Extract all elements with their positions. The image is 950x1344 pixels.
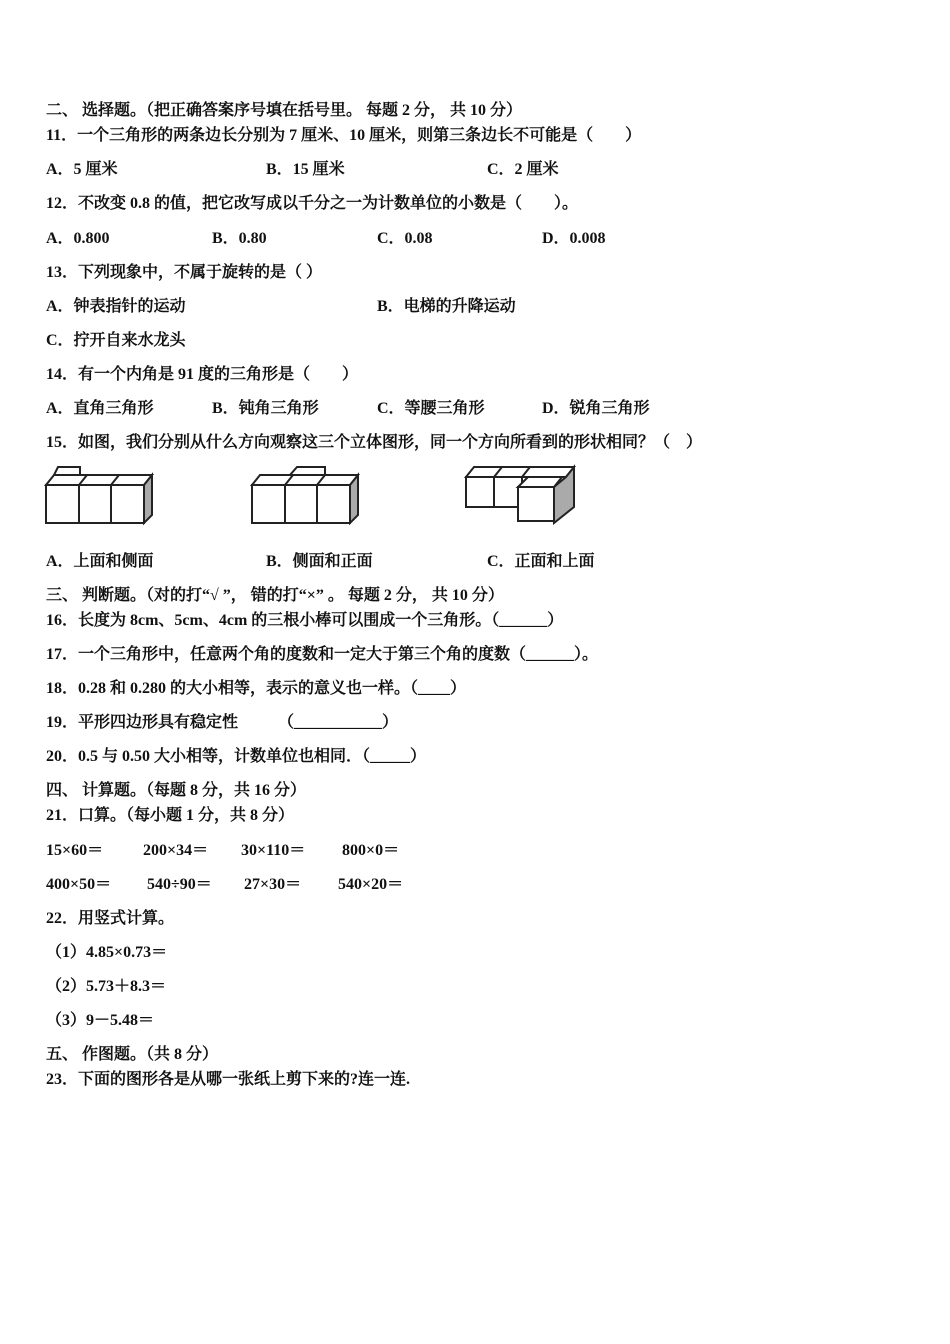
section-4-header: 四、 计算题。（每题 8 分，共 16 分） [46,782,307,799]
question-18: 18．0.28 和 0.280 的大小相等，表示的意义也一样。（____） [46,680,467,697]
question-12: 12．不改变 0.8 的值，把它改写成以千分之一为计数单位的小数是（ ）。 [46,195,579,212]
question-21: 21．口算。（每小题 1 分，共 8 分） [46,807,295,824]
q15-option-c: C．正面和上面 [487,553,595,570]
vertical-calc-1: （1）4.85×0.73＝ [46,944,168,961]
q11-option-a: A．5 厘米 [46,161,118,178]
q12-option-d: D．0.008 [542,230,606,247]
q12-option-c: C．0.08 [377,230,433,247]
oral-calc: 200×34＝ [143,842,209,859]
oral-calc: 27×30＝ [244,876,302,893]
q15-option-b: B．侧面和正面 [266,553,373,570]
question-20: 20．0.5 与 0.50 大小相等，计数单位也相同．（_____） [46,748,427,765]
vertical-calc-2: （2）5.73＋8.3＝ [46,978,167,995]
question-15: 15．如图，我们分别从什么方向观察这三个立体图形，同一个方向所看到的形状相同？（ ） [46,434,703,451]
oral-calc: 400×50＝ [46,876,112,893]
question-17: 17．一个三角形中，任意两个角的度数和一定大于第三个角的度数（______）。 [46,646,599,663]
q14-option-b: B．钝角三角形 [212,400,319,417]
q15-option-a: A．上面和侧面 [46,553,154,570]
q13-option-c: C．拧开自来水龙头 [46,332,186,349]
cube-figure-2 [250,465,362,527]
oral-calc: 30×110＝ [241,842,306,859]
q14-option-d: D．锐角三角形 [542,400,650,417]
vertical-calc-3: （3）9－5.48＝ [46,1012,155,1029]
q13-option-a: A．钟表指针的运动 [46,298,186,315]
section-3-header: 三、 判断题。（对的打“√ ”， 错的打“×” 。 每题 2 分， 共 10 分） [46,587,504,604]
q12-option-b: B．0.80 [212,230,267,247]
question-13: 13．下列现象中，不属于旋转的是（ ） [46,264,323,281]
oral-calc: 15×60＝ [46,842,104,859]
oral-calc: 540×20＝ [338,876,404,893]
q12-option-a: A．0.800 [46,230,110,247]
section-5-header: 五、 作图题。（共 8 分） [46,1046,219,1063]
oral-calc: 800×0＝ [342,842,400,859]
q14-option-a: A．直角三角形 [46,400,154,417]
q11-option-b: B．15 厘米 [266,161,345,178]
cube-figure-1 [44,465,156,527]
q13-option-b: B．电梯的升降运动 [377,298,516,315]
question-23: 23．下面的图形各是从哪一张纸上剪下来的?连一连. [46,1071,411,1088]
question-16: 16．长度为 8cm、5cm、4cm 的三根小棒可以围成一个三角形。（______） [46,612,564,629]
question-11: 11．一个三角形的两条边长分别为 7 厘米、10 厘米，则第三条边长不可能是（ ） [46,127,642,144]
oral-calc: 540÷90＝ [147,876,212,893]
q11-option-c: C．2 厘米 [487,161,559,178]
question-22: 22．用竖式计算。 [46,910,175,927]
cube-figure-3 [462,463,578,525]
section-2-header: 二、 选择题。（把正确答案序号填在括号里。 每题 2 分， 共 10 分） [46,102,523,119]
q14-option-c: C．等腰三角形 [377,400,485,417]
question-19: 19．平形四边形具有稳定性 （___________） [46,714,399,731]
question-14: 14．有一个内角是 91 度的三角形是（ ） [46,366,359,383]
